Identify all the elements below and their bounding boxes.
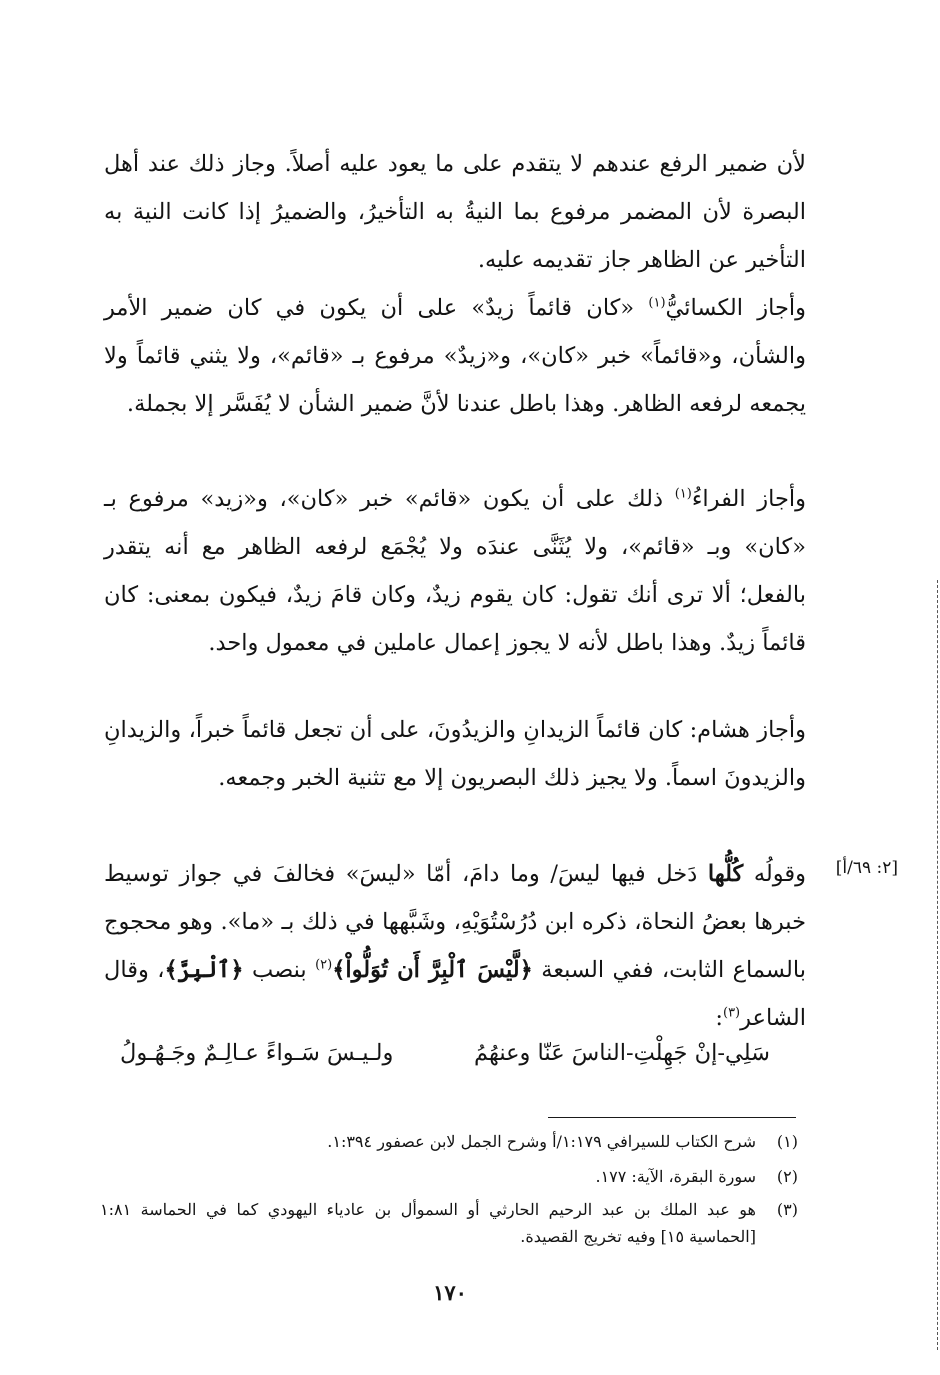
scan-edge-line <box>937 580 938 1350</box>
footnote-number: (٢) <box>776 1167 798 1186</box>
paragraph-5-body: دَخل فيها ليسَ/ وما دامَ، أمّا «ليسَ» فخالفَ في جواز توسيط خبرها بعضُ النحاة، ذكره ابن دُرُسْتُوَيْهِ، وشَبَّهها في ذلك بـ «ما». وهو محجوج بالسماع الثابت، ففي السبعة <box>104 861 806 983</box>
footnote-ref-1b[interactable]: (١) <box>674 486 692 502</box>
footnote-number: (٣) <box>776 1200 798 1219</box>
paragraph-5 <box>104 850 806 1042</box>
paragraph-2-body: «كان قائماً زيدٌ» على أن يكون في كان ضمير الأمر والشأن، و«قائماً» خبر «كان»، و«زيدٌ» مرفوع بـ «قائم»، ولا يثني قائماً ولا يجمعه لرفعه الظاهر. وهذا باطل عندنا لأنَّ ضمير الشأن لا يُفَسَّر إلا بجملة. <box>104 295 806 417</box>
quran-word: ﴿ٱلْبِرَّ﴾ <box>164 957 244 983</box>
footnote-ref-1[interactable]: (١) <box>648 295 666 311</box>
footnote-number: (١) <box>776 1132 798 1151</box>
paragraph-3-body: ذلك على أن يكون «قائم» خبر «كان»، و«زيد» مرفوع بـ «كان» وبـ «قائم»، ولا يُثَنَّى عندَه ولا يُجْمَع لرفعه الظاهر مع أنه يتقدر بالفعل؛ ألا ترى أنك تقول: كان يقوم زيدٌ، وكان قامَ زيدٌ، فيكون بمعنى: كان قائماً زيدٌ. وهذا باطل لأنه لا يجوز إعمال عاملين في معمول واحد. <box>104 486 806 656</box>
paragraph-5-poet-intro: ، وقال الشاعر <box>104 957 806 1031</box>
verse-first-hemistich: سَلِي-إنْ جَهِلْتِ-الناسَ عَنّا وعنهُمُ <box>473 1040 770 1066</box>
poetry-verse <box>120 1040 770 1080</box>
footnote-ref-3[interactable]: (٣) <box>722 1005 741 1021</box>
paragraph-5-continuation: بنصب <box>243 957 316 983</box>
verse-second-hemistich: ولـيـسَ سَـواءً عـالِـمٌ وجَـهُـولُ <box>120 1040 394 1066</box>
paragraph-1-text: لأن ضمير الرفع عندهم لا يتقدم على ما يعود عليه أصلاً. وجاز ذلك عند أهل البصرة لأن المضمر مرفوع بما النيةُ به التأخيرُ، والضميرُ إذا كانت النية به التأخير عن الظاهر جاز تقديمه عليه. <box>104 151 806 273</box>
paragraph-5-colon: : <box>715 1005 723 1031</box>
manuscript-folio-marker: [٢: ٦٩/أ] <box>835 858 898 878</box>
paragraph-4-text: وأجاز هشام: كان قائماً الزيدانِ والزيدُونَ، على أن تجعل قائماً خبراً، والزيدانِ والزيدونَ اسماً. ولا يجيز ذلك البصريون إلا مع تثنية الخبر وجمعه. <box>104 717 806 791</box>
paragraph-1 <box>104 140 806 284</box>
footnote-text: هو عبد الملك بن عبد الرحيم الحارثي أو السموأل بن عادياء اليهودي كما في الحماسة ١:٨١ [الحماسية ١٥] وفيه تخريج القصيدة. <box>100 1200 756 1246</box>
paragraph-2-lead: وأجاز الكسائيُّ <box>665 295 806 321</box>
page-number: ١٧٠ <box>433 1280 467 1305</box>
paragraph-4 <box>104 706 806 802</box>
paragraph-5-lead: وقولُه <box>743 861 806 887</box>
paragraph-5-keyword: كُلُّها <box>707 861 744 887</box>
footnote-ref-2[interactable]: (٢) <box>315 957 333 973</box>
footnote-3 <box>100 1196 798 1250</box>
quran-quote: ﴿لَّيْسَ ٱلْبِرَّ أَن تُوَلُّواْ﴾ <box>332 957 533 983</box>
footnote-2 <box>100 1163 798 1190</box>
paragraph-2 <box>104 284 806 428</box>
footnote-text: شرح الكتاب للسيرافي ١:١٧٩/أ وشرح الجمل لابن عصفور ١:٣٩٤. <box>327 1132 756 1151</box>
paragraph-3 <box>104 475 806 667</box>
footnote-separator <box>548 1117 796 1118</box>
footnote-1 <box>100 1128 798 1155</box>
paragraph-3-lead: وأجاز الفراءُ <box>691 486 807 512</box>
footnote-text: سورة البقرة، الآية: ١٧٧. <box>595 1167 756 1186</box>
